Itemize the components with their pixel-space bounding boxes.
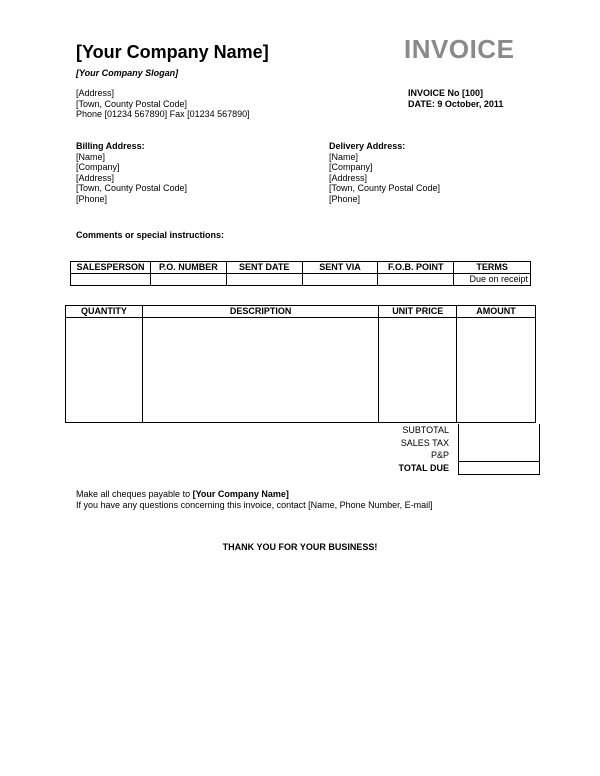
- billing-line: [Town, County Postal Code]: [76, 183, 188, 194]
- quantity-cell[interactable]: [66, 318, 143, 423]
- billing-line: [Address]: [76, 172, 115, 183]
- company-address-line: [Town, County Postal Code]: [76, 98, 188, 109]
- company-address-line: [Address]: [76, 88, 115, 98]
- pp-label: P&P: [430, 450, 449, 461]
- billing-heading: Billing Address:: [76, 141, 145, 151]
- cell-po-number[interactable]: [150, 274, 226, 286]
- subtotal-label: SUBTOTAL: [402, 425, 449, 435]
- billing-line: [Name]: [76, 151, 106, 162]
- payable-line: [76, 489, 433, 500]
- delivery-line: [Address]: [329, 172, 368, 183]
- totals-block: [380, 424, 540, 475]
- header-unit-price: UNIT PRICE: [379, 306, 457, 318]
- invoice-title: INVOICE: [404, 34, 515, 64]
- info-data-row: [71, 274, 531, 286]
- delivery-line: [Phone]: [329, 193, 361, 204]
- company-slogan: [Your Company Slogan]: [76, 68, 179, 78]
- unit-price-cell[interactable]: [379, 318, 457, 423]
- description-cell[interactable]: [142, 318, 378, 423]
- questions-line: If you have any questions concerning this invoice, contact [Name, Phone Number, E-mail]: [76, 499, 433, 510]
- billing-line: [Phone]: [76, 193, 108, 204]
- header-quantity: QUANTITY: [66, 306, 143, 318]
- subtotal-value[interactable]: [459, 424, 540, 437]
- company-address-block: [76, 88, 250, 120]
- delivery-line: [Company]: [329, 162, 373, 173]
- billing-address-block: [76, 141, 187, 205]
- items-body-row: [66, 318, 536, 423]
- header-description: DESCRIPTION: [142, 306, 378, 318]
- items-table: [65, 305, 536, 423]
- header-amount: AMOUNT: [457, 306, 536, 318]
- cell-sent-date[interactable]: [226, 274, 302, 286]
- delivery-line: [Town, County Postal Code]: [329, 183, 441, 194]
- cell-sent-via[interactable]: [302, 274, 378, 286]
- thank-you-message: THANK YOU FOR YOUR BUSINESS!: [222, 542, 378, 552]
- comments-label: Comments or special instructions:: [76, 230, 225, 240]
- invoice-date: DATE: 9 October, 2011: [408, 98, 504, 109]
- amount-cell[interactable]: [457, 318, 536, 423]
- footer-notes: [76, 489, 433, 510]
- company-name: [Your Company Name]: [76, 42, 269, 62]
- info-header-row: [71, 262, 531, 274]
- total-due-label: TOTAL DUE: [398, 462, 449, 473]
- cell-terms[interactable]: Due on receipt: [454, 274, 531, 286]
- payable-name: [Your Company Name]: [192, 489, 289, 499]
- delivery-line: [Name]: [329, 151, 359, 162]
- header-salesperson: SALESPERSON: [71, 262, 151, 274]
- header-po-number: P.O. NUMBER: [150, 262, 226, 274]
- cell-salesperson[interactable]: [71, 274, 151, 286]
- header-sent-date: SENT DATE: [226, 262, 302, 274]
- cell-fob-point[interactable]: [378, 274, 454, 286]
- payable-prefix: Make all cheques payable to: [76, 489, 193, 499]
- total-due-value[interactable]: [459, 462, 540, 475]
- company-phone-line: Phone [01234 567890] Fax [01234 567890]: [76, 109, 250, 120]
- invoice-meta: [408, 88, 503, 109]
- sales-tax-value[interactable]: [459, 437, 540, 450]
- header-fob-point: F.O.B. POINT: [378, 262, 454, 274]
- header-terms: TERMS: [454, 262, 531, 274]
- delivery-heading: Delivery Address:: [329, 141, 406, 151]
- header-sent-via: SENT VIA: [302, 262, 378, 274]
- billing-line: [Company]: [76, 162, 120, 173]
- sales-tax-label: SALES TAX: [400, 437, 449, 448]
- shipping-info-table: [70, 261, 531, 286]
- items-header-row: [66, 306, 536, 318]
- invoice-number: INVOICE No [100]: [408, 88, 484, 98]
- delivery-address-block: [329, 141, 440, 205]
- pp-value[interactable]: [459, 449, 540, 462]
